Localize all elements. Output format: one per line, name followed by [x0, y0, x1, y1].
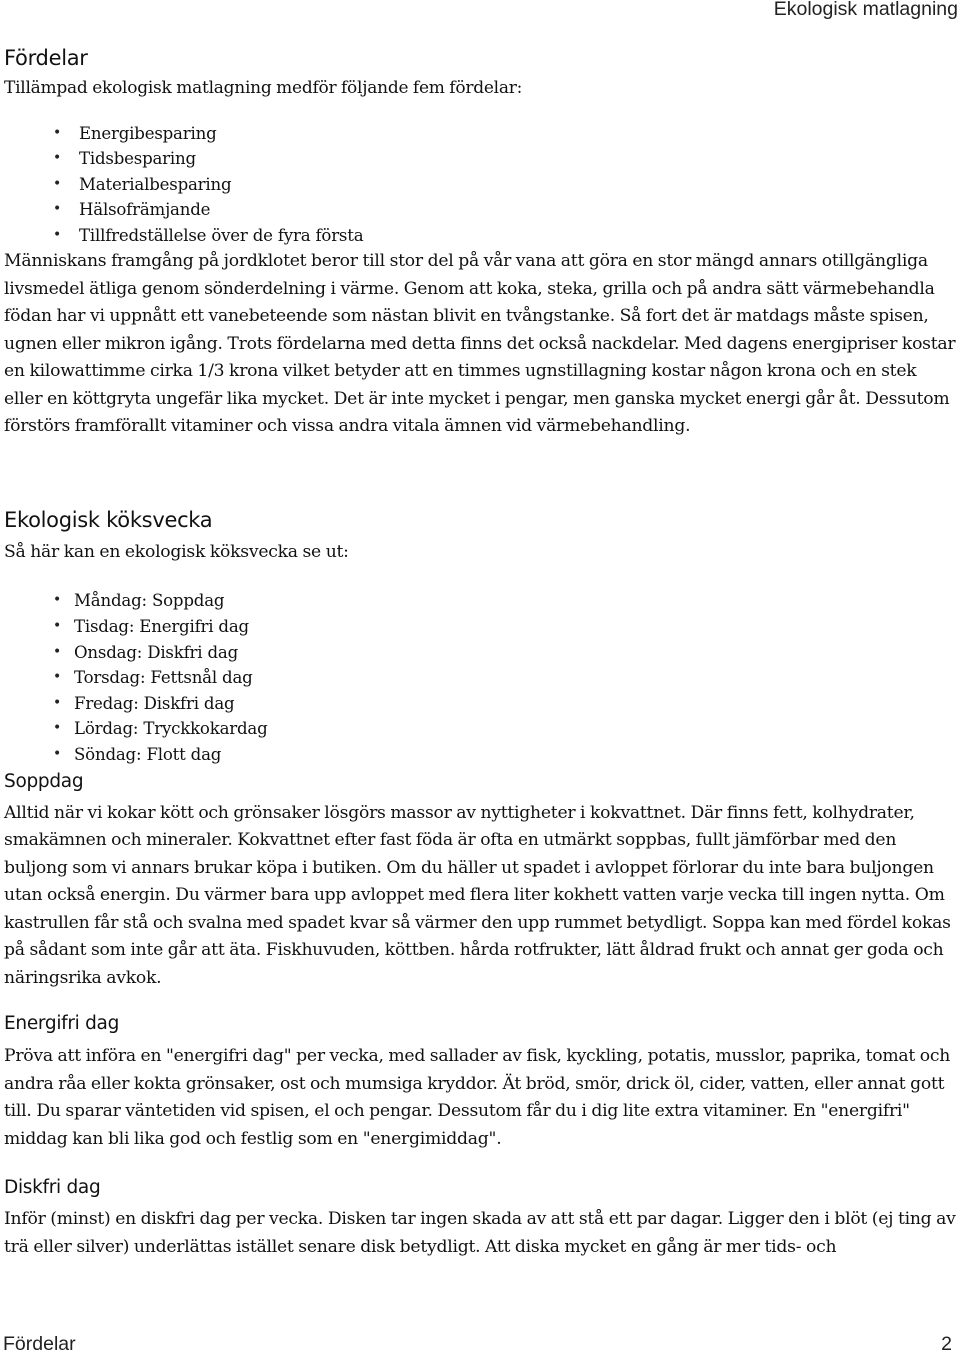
heading-soppdag: Soppdag [4, 770, 84, 792]
page-content [4, 42, 958, 1261]
footer-section-name: Fördelar [3, 1333, 76, 1355]
list-item: • Tisdag: Energifri dag [74, 614, 958, 640]
heading-ekologisk-koksvecka: Ekologisk köksvecka [4, 507, 213, 532]
energifri-paragraph: Pröva att införa en "energifri dag" per vecka, med sallader av fisk, kyckling, potatis, musslor, paprika, tomat och andra råa eller kokta grönsaker, ost och mumsiga kryddor. Ät bröd, smör, drick öl, cider, vatten, eller annat gott till. Du sparar väntetiden vid spisen, el och pengar. Dessutom får du i dig lite extra vitaminer. En "energifri" middag kan bli lika god och festlig som en "energimiddag". [4, 1046, 951, 1149]
footer-page-number: 2 [941, 1333, 952, 1355]
list-item: • Materialbesparing [79, 172, 958, 198]
heading-diskfri-dag: Diskfri dag [4, 1177, 101, 1199]
koksvecka-intro: Så här kan en ekologisk köksvecka se ut: [4, 541, 349, 562]
heading-fordelar: Fördelar [4, 46, 88, 70]
heading-energifri-dag: Energifri dag [4, 1013, 120, 1035]
list-item: • Torsdag: Fettsnål dag [74, 665, 958, 691]
list-item: • Lördag: Tryckkokardag [74, 716, 958, 742]
list-item: • Fredag: Diskfri dag [74, 691, 958, 717]
list-item: • Onsdag: Diskfri dag [74, 640, 958, 666]
list-item: • Hälsofrämjande [79, 197, 958, 223]
running-header-title: Ekologisk matlagning [773, 0, 958, 20]
list-item: • Måndag: Soppdag [74, 588, 958, 614]
fordelar-paragraph: Människans framgång på jordklotet beror till stor del på vår vana att göra en stor mängd annars otillgängliga livsmedel ätliga genom sönderdelning i värme. Genom att koka, steka, grilla och på andra sätt värmebehandla födan har vi uppnått ett vanebeteende som nästan blivit en tvångstanke. Så fort det är matdags måste spisen, ugnen eller mikron igång. Trots fördelarna med detta finns det också nackdelar. Med dagens energipriser kostar en kilowattimme cirka 1/3 krona vilket betyder att en timmes ugnstillagning kostar någon krona och en stek eller en köttgryta ungefär lika mycket. Det är inte mycket i pengar, men ganska mycket energi går åt. Dessutom förstörs framförallt vitaminer och vissa andra vitala ämnen vid värmebehandling. [4, 251, 956, 437]
koksvecka-list [4, 588, 958, 767]
list-item: • Tidsbesparing [79, 146, 958, 172]
fordelar-list [4, 121, 958, 249]
list-item: • Energibesparing [79, 121, 958, 147]
diskfri-paragraph: Inför (minst) en diskfri dag per vecka. Disken tar ingen skada av att stå ett par dagar. Ligger den i blöt (ej ting av trä eller silver) underlättas istället senare disk betydligt. Att diska mycket en gång är mer tids- och [4, 1209, 956, 1257]
list-item: • Söndag: Flott dag [74, 742, 958, 768]
soppdag-paragraph: Alltid när vi kokar kött och grönsaker lösgörs massor av nyttigheter i kokvattnet. Där finns fett, kolhydrater, smakämnen och mineraler. Kokvattnet efter fast föda är ofta en utmärkt soppbas, fullt jämförbar med den buljong som vi annars brukar köpa i butiken. Om du häller ut spadet i avloppet förlorar du inte bara buljongen utan också energin. Du värmer bara upp avloppet med flera liter kokhett vatten varje vecka till ingen nytta. Om kastrullen får stå och svalna med spadet kvar så värmer den upp rummet betydligt. Soppa kan med fördel kokas på sådant som inte går att äta. Fiskhuvuden, köttben. hårda rotfrukter, lätt åldrad frukt och annat ger goda och näringsrika avkok. [4, 802, 951, 988]
fordelar-intro: Tillämpad ekologisk matlagning medför följande fem fördelar: [4, 78, 523, 98]
list-item: • Tillfredställelse över de fyra första [79, 223, 958, 249]
